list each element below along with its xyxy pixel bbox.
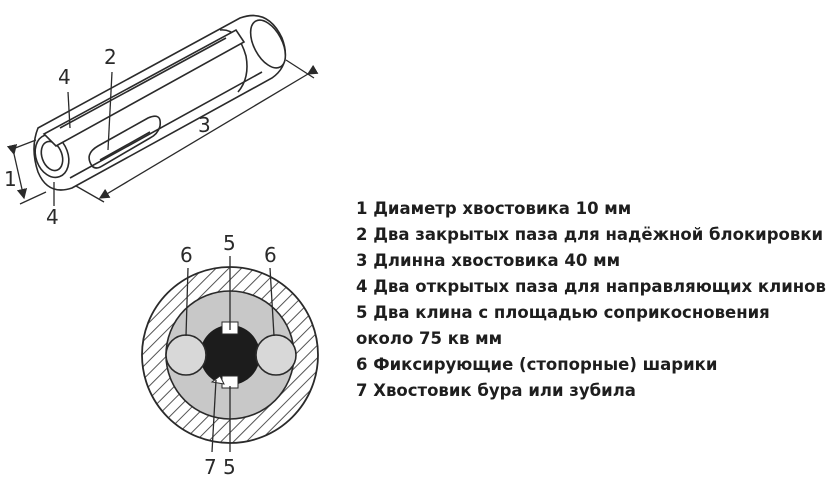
legend-item-3: 3 Длинна хвостовика 40 мм [356, 251, 621, 270]
callout-7: 7 [204, 455, 217, 479]
callout-5-bottom: 5 [223, 455, 236, 479]
callout-4-top: 4 [58, 65, 71, 89]
ball-right [256, 335, 296, 375]
legend-item-5: 5 Два клина с площадью соприкосновения около 75 кв мм [356, 303, 776, 348]
callout-1: 1 [4, 167, 17, 191]
shank-body [34, 16, 285, 191]
callout-3: 3 [198, 113, 211, 137]
legend-item-2: 2 Два закрытых паза для надёжной блокировки [356, 225, 824, 244]
callout-6-right: 6 [264, 243, 277, 267]
legend-item-1: 1 Диаметр хвостовика 10 мм [356, 199, 632, 218]
legend-item-6: 6 Фиксирующие (стопорные) шарики [356, 355, 718, 374]
callout-4-bottom: 4 [46, 205, 59, 229]
ball-left [166, 335, 206, 375]
callout-6-left: 6 [180, 243, 193, 267]
legend [356, 196, 826, 404]
legend-item-4: 4 Два открытых паза для направляющих клинов [356, 277, 826, 296]
callout-5-top: 5 [223, 231, 236, 255]
legend-item-7: 7 Хвостовик бура или зубила [356, 381, 636, 400]
callout-2: 2 [104, 45, 117, 69]
